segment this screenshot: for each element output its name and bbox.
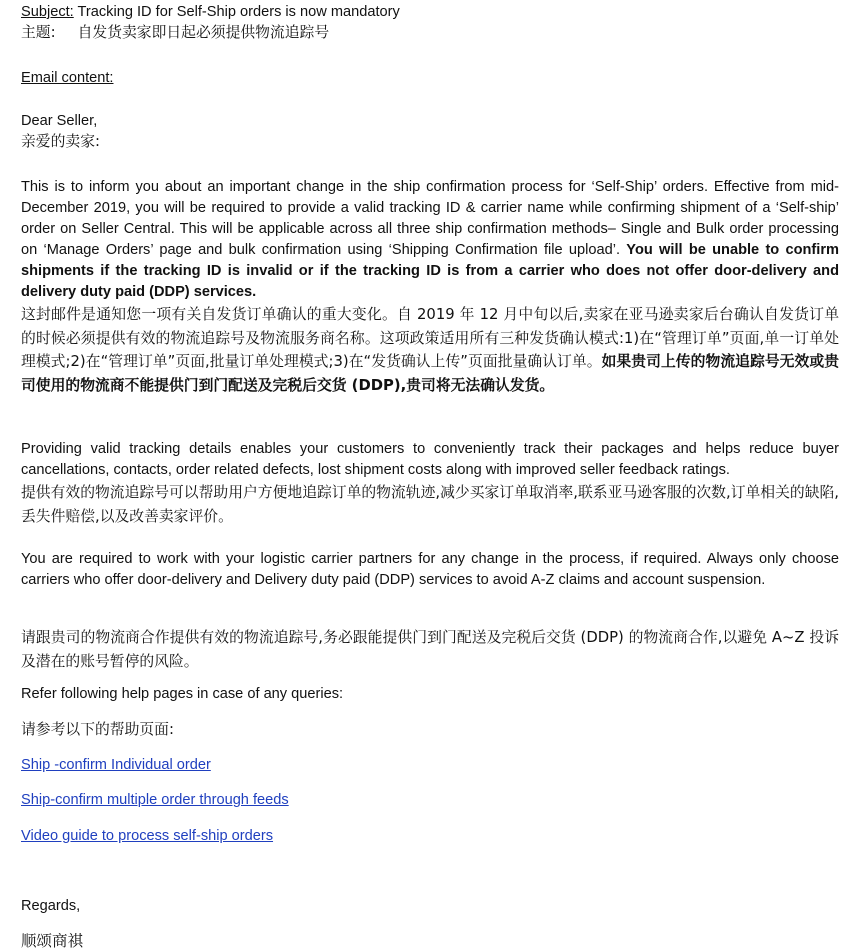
subject-text: Tracking ID for Self-Ship orders is now mandatory [73,4,400,20]
help-link-video-text[interactable]: Video guide to process self-ship orders [21,828,274,844]
closing-regards: Regards, [21,898,81,914]
greeting-en: Dear Seller, [21,113,98,129]
help-link-feeds[interactable] [21,791,289,810]
subject-line [21,3,400,22]
help-intro-en: Refer following help pages in case of any queries: [21,686,344,702]
subject-label-zh: 主题: [21,24,56,41]
paragraph1-zh-normal: 这封邮件是通知您一项有关自发货订单确认的重大变化。自 2019 年 12 月中旬以后,卖家在亚马逊卖家后台确认自发货订单的时候必须提供有效的物流追踪号及物流服务商名称。这项政策适用所有三种发货确认模式:1)在“管理订单”页面,单一订单处理模式;2)在“管理订单”页面,批量订单处理模式;3)在“发货确认上传”页面批量确认订单。 [21,306,839,370]
subject-text-zh: 自发货卖家即日起必须提供物流追踪号 [77,24,330,41]
paragraph3-en: You are required to work with your logistic carrier partners for any change in the process, if required. Always only choose carriers who offer door-delivery and Delivery duty paid (DDP) services to avoid A-Z claims and account suspension. [21,551,839,588]
subject-line-zh [21,22,329,44]
paragraph2-zh: 提供有效的物流追踪号可以帮助用户方便地追踪订单的物流轨迹,减少买家订单取消率,联系亚马逊客服的次数,订单相关的缺陷,丢失件赔偿,以及改善卖家评价。 [21,484,839,525]
paragraph1-zh [21,303,839,397]
paragraph1-en-bold: You will be unable to confirm shipments if the tracking ID is invalid or if the tracking ID is from a carrier who does not offer door-delivery and delivery duty paid (DDP) services. [21,242,839,300]
greeting-zh: 亲爱的卖家: [21,133,100,150]
help-link-individual-text[interactable]: Ship -confirm Individual order [21,757,211,773]
paragraph3-zh: 请跟贵司的物流商合作提供有效的物流追踪号,务必跟能提供门到门配送及完税后交货 (DDP) 的物流商合作,以避免 A~Z 投诉及潜在的账号暂停的风险。 [21,629,839,670]
subject-label: Subject: [21,4,74,20]
help-link-feeds-text[interactable]: Ship-confirm multiple order through feeds [21,792,289,808]
paragraph2-en: Providing valid tracking details enables your customers to conveniently track their packages and helps reduce buyer cancellations, contacts, order related defects, lost shipment costs along with improved seller feedback ratings. [21,441,839,478]
help-intro-zh: 请参考以下的帮助页面: [21,721,174,738]
help-link-individual[interactable] [21,756,211,775]
closing-signature: 顺颂商祺 [21,932,84,950]
paragraph1-en [21,177,839,303]
paragraph1-zh-bold: 如果贵司上传的物流追踪号无效或贵司使用的物流商不能提供门到门配送及完税后交货 (DDP),贵司将无法确认发货。 [21,353,839,394]
paragraph1-en-normal: This is to inform you about an important change in the ship confirmation process for ‘Self-Ship’ orders. Effective from mid-December 2019, you will be required to provide a valid tracking ID & carrier name while confirming shipment of a ‘Self-ship’ order on Seller Central. This will be applicable across all three ship confirmation methods– Single and Bulk order processing on ‘Manage Orders’ page and bulk confirmation using ‘Shipping Confirmation file upload’. [21,179,839,258]
email-content-label: Email content: [21,70,114,86]
help-link-video[interactable] [21,827,273,846]
